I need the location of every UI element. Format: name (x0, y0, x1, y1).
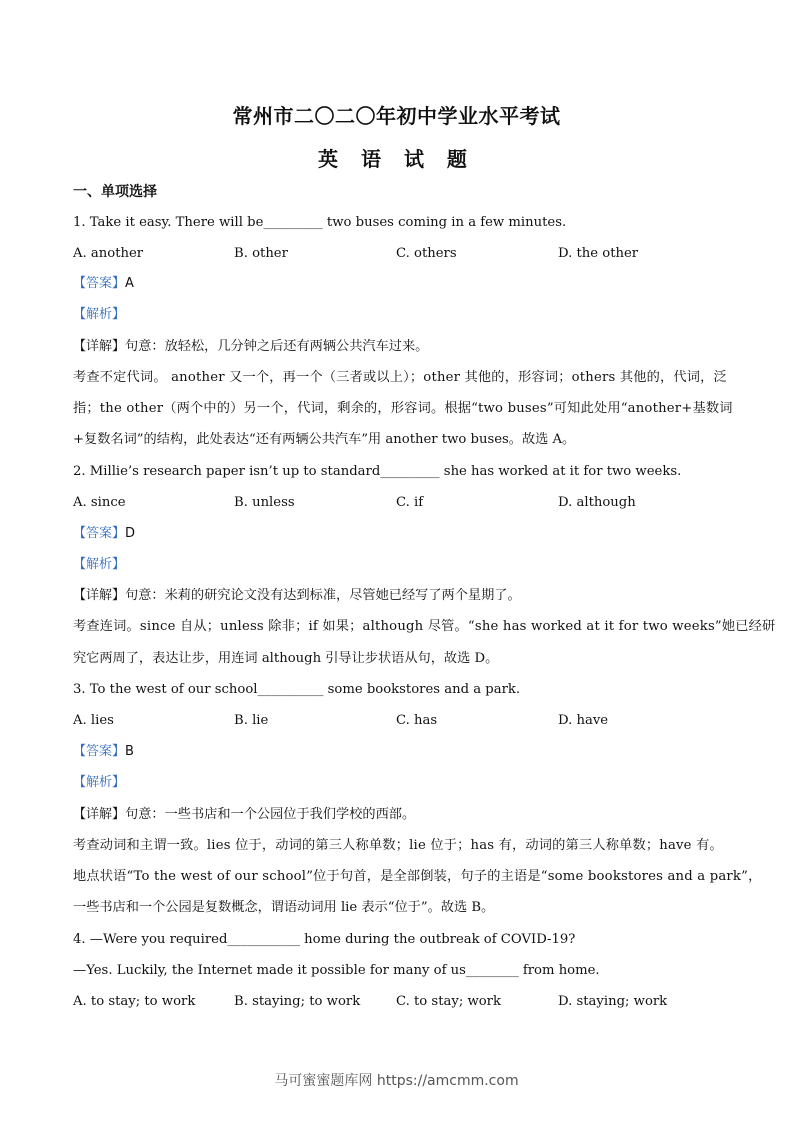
answer-value: B (125, 744, 134, 759)
question-2-detail-line: 考查连词。since 自从；unless 除非；if 如果；although 尽管。“she has worked at it for two weeks”她已经研 (73, 619, 776, 634)
detail-tag: 【详解】 (73, 339, 126, 354)
question-4-option-a: A. to stay; to work (73, 994, 196, 1009)
detail-tag: 【详解】 (73, 807, 126, 822)
question-2-answer (73, 524, 723, 544)
section-heading: 一、单项选择 (73, 184, 157, 200)
question-4-option-d: D. staying; work (558, 994, 668, 1009)
question-4-stem-reply: —Yes. Luckily, the Internet made it possible for many of us________ from home. (73, 963, 600, 978)
question-3-detail-line (73, 805, 723, 825)
question-1-stem: 1. Take it easy. There will be_________ two buses coming in a few minutes. (73, 215, 567, 230)
question-1-answer (73, 274, 723, 294)
question-2-stem: 2. Millie’s research paper isn’t up to standard_________ she has worked at it for two weeks. (73, 464, 682, 479)
question-2-option-c: C. if (396, 495, 424, 510)
question-3-detail-line: 一些书店和一个公园是复数概念，谓语动词用 lie 表示“位于”。故选 B。 (73, 900, 495, 915)
question-1-detail-line: 考查不定代词。 another 又一个，再一个（三者或以上）；other 其他的，形容词；others 其他的，代词，泛 (73, 370, 727, 385)
question-2-analysis (73, 555, 723, 575)
question-2-option-a: A. since (73, 495, 126, 510)
question-4-stem: 4. —Were you required___________ home during the outbreak of COVID-19? (73, 932, 576, 947)
question-1-detail-line (73, 337, 723, 357)
analysis-tag: 【解析】 (73, 307, 126, 322)
question-2-detail-line: 究它两周了，表达让步，用连词 although 引导让步状语从句，故选 D。 (73, 651, 499, 666)
answer-tag: 【答案】 (73, 526, 126, 541)
question-3-answer (73, 742, 723, 762)
question-3-stem: 3. To the west of our school__________ some bookstores and a park. (73, 682, 521, 697)
detail-text: 句意：一些书店和一个公园位于我们学校的西部。 (125, 807, 416, 822)
question-3-option-d: D. have (558, 713, 609, 728)
detail-text: 句意：放轻松，几分钟之后还有两辆公共汽车过来。 (125, 339, 429, 354)
page-footer: 马可蜜蜜题库网 https://amcmm.com (274, 1073, 519, 1089)
question-3-option-b: B. lie (234, 713, 269, 728)
answer-tag: 【答案】 (73, 276, 126, 291)
answer-tag: 【答案】 (73, 744, 126, 759)
answer-value: D (125, 526, 136, 541)
question-4-option-c: C. to stay; work (396, 994, 501, 1009)
question-3-analysis (73, 773, 723, 793)
question-1-detail-line: 指；the other（两个中的）另一个，代词，剩余的，形容词。根据“two buses”可知此处用“another+基数词 (73, 401, 733, 416)
answer-value: A (125, 276, 134, 291)
question-4-option-b: B. staying; to work (234, 994, 361, 1009)
question-1-option-d: D. the other (558, 246, 639, 261)
question-3-detail-line: 考查动词和主谓一致。lies 位于，动词的第三人称单数；lie 位于；has 有，动词的第三人称单数；have 有。 (73, 838, 723, 853)
exam-subtitle: 英 语 试 题 (318, 147, 475, 171)
question-2-option-d: D. although (558, 495, 636, 510)
question-1-analysis (73, 305, 723, 325)
analysis-tag: 【解析】 (73, 557, 126, 572)
question-1-detail-line: +复数名词”的结构，此处表达“还有两辆公共汽车”用 another two buses。故选 A。 (73, 432, 576, 447)
question-1-option-b: B. other (234, 246, 288, 261)
detail-text: 句意：米莉的研究论文没有达到标准，尽管她已经写了两个星期了。 (125, 588, 521, 603)
question-3-option-a: A. lies (73, 713, 114, 728)
exam-title: 常州市二〇二〇年初中学业水平考试 (232, 104, 561, 128)
question-3-option-c: C. has (396, 713, 438, 728)
question-2-detail-line (73, 586, 723, 606)
question-1-option-c: C. others (396, 246, 457, 261)
question-2-option-b: B. unless (234, 495, 295, 510)
question-1-option-a: A. another (73, 246, 144, 261)
analysis-tag: 【解析】 (73, 775, 126, 790)
detail-tag: 【详解】 (73, 588, 126, 603)
question-3-detail-line: 地点状语“To the west of our school”位于句首，是全部倒装，句子的主语是“some bookstores and a park”， (73, 869, 762, 884)
